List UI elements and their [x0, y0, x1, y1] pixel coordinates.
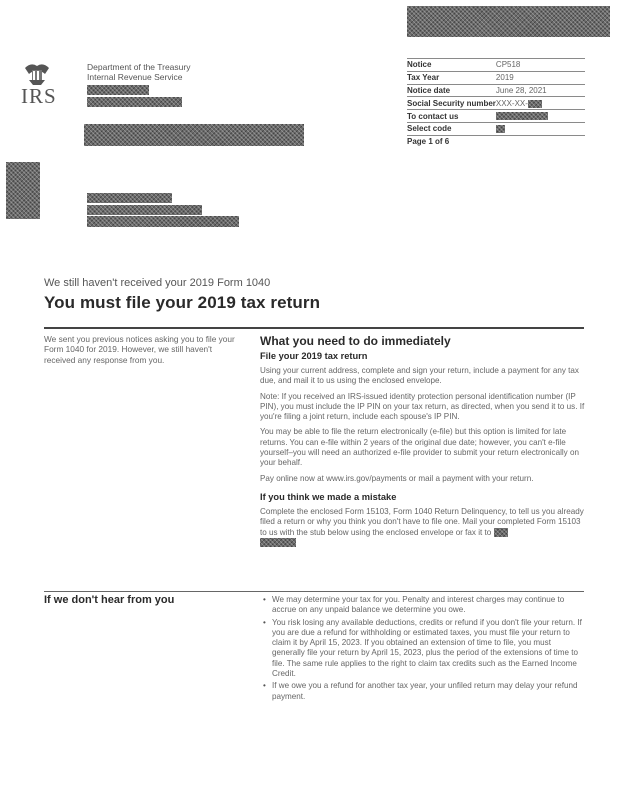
ssn-value: XXX-XX- [495, 98, 528, 108]
list-item: • You risk losing any available deductions, credits or refund if you don't file your return. If you are due a refund for withholding or estimated taxes, you must file your return to claim it by April 15, 2023. If you obtained an extension of time to file, you must generally file your return by April 15, 2023, plus the period of the extensions of time to file. The same rule applies to the right to claim tax credits such as the Earned Income Credit. [260, 618, 586, 680]
instruction-paragraph: Using your current address, complete and sign your return, include a payment for any tax due, and mail it to us using the enclosed envelope. [260, 366, 579, 386]
table-row [407, 59, 585, 72]
table-row [407, 97, 585, 110]
notice-date-value: June 28, 2021 [496, 84, 585, 97]
section-heading-immediate: What you need to do immediately [260, 334, 451, 348]
redacted-recipient-2 [87, 205, 202, 215]
select-code-cell [496, 122, 585, 135]
notice-date-label: Notice date [407, 84, 496, 97]
redacted-ssn [528, 100, 542, 108]
ssn-label: Social Security number [407, 98, 496, 108]
notice-info-table [407, 58, 585, 148]
contact-cell [496, 110, 585, 123]
divider-bottom [44, 591, 584, 592]
list-item: • If we owe you a refund for another tax year, your unfiled return may delay your refund payment. [260, 681, 586, 702]
list-item: • We may determine your tax for you. Penalty and interest charges may continue to accrue on any unpaid balance we determine you owe. [260, 595, 586, 616]
section-subheading-file: File your 2019 tax return [260, 351, 368, 361]
irs-logo-text: IRS [21, 84, 57, 108]
notice-value: CP518 [496, 59, 585, 72]
redacted-fax [494, 528, 508, 537]
divider-top [44, 327, 584, 329]
action-section [260, 334, 586, 548]
select-code-label: Select code [407, 122, 496, 135]
redacted-top-right [407, 6, 610, 37]
redacted-side-block [6, 162, 40, 219]
redacted-address [84, 124, 304, 146]
tax-year-label: Tax Year [407, 71, 496, 84]
ssn-cell [496, 97, 585, 110]
irs-logo [21, 60, 69, 106]
ip-pin-note: Note: If you received an IRS-issued identity protection personal identification number (IP PIN), you must include the IP PIN on your tax return, as directed, when you send it to us. If you're filing a joint return, include each spouse's IP PIN. [260, 391, 585, 422]
intro-text: We sent you previous notices asking you to file your Form 1040 for 2019. However, we still haven't received any response from you. [44, 334, 235, 365]
consequences-list [260, 595, 586, 702]
table-row [407, 135, 585, 147]
redacted-fax-2 [260, 538, 296, 547]
page-title: You must file your 2019 tax return [44, 293, 321, 312]
no-response-heading: If we don't hear from you [44, 594, 175, 606]
consequences-section [260, 595, 586, 704]
efile-paragraph: You may be able to file the return electronically (e-file) but this option is limited for late returns. You can e-file within 2 years of the original due date; however, you can't e-file yourself–you will need an authorized e-file provider to submit your return electronically on your behalf. [260, 427, 579, 468]
payment-paragraph: Pay online now at www.irs.gov/payments or mail a payment with your return. [260, 473, 534, 483]
dept-line1: Department of the Treasury [87, 62, 191, 72]
redacted-line-2 [87, 97, 182, 107]
department-block [87, 62, 190, 82]
notice-label: Notice [407, 59, 496, 72]
section-subheading-mistake: If you think we made a mistake [260, 491, 397, 502]
page-indicator: Page 1 of 6 [407, 137, 450, 147]
redacted-line-1 [87, 85, 149, 95]
page-subtitle: We still haven't received your 2019 Form 1040 [44, 277, 271, 289]
table-row [407, 122, 585, 135]
contact-label: To contact us [407, 110, 496, 123]
mistake-text: Complete the enclosed Form 15103, Form 1040 Return Delinquency, to tell us you already filed a return or why you think you don't have to file one. Mail your completed Form 15103 to us with the stub below using the enclosed envelope or fax it to [260, 506, 584, 537]
table-row [407, 71, 585, 84]
table-row [407, 84, 585, 97]
redacted-contact [496, 112, 548, 120]
dept-line2: Internal Revenue Service [87, 72, 183, 82]
redacted-recipient-1 [87, 193, 172, 203]
tax-year-value: 2019 [496, 71, 585, 84]
mistake-paragraph [260, 507, 586, 548]
redacted-select-code [496, 125, 505, 133]
table-row [407, 110, 585, 123]
redacted-recipient-3 [87, 216, 239, 227]
